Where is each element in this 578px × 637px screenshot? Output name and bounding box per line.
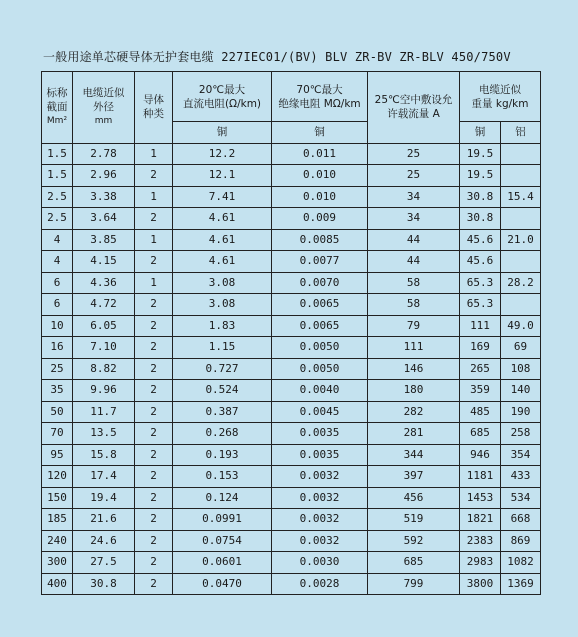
cell-weight-copper: 30.8 [460, 208, 501, 230]
cell-weight-copper: 65.3 [460, 294, 501, 316]
cell-current: 685 [368, 552, 460, 574]
cell-dc-resistance: 0.0601 [173, 552, 272, 574]
cell-weight-copper: 265 [460, 358, 501, 380]
cell-section: 150 [42, 487, 73, 509]
cell-current: 799 [368, 573, 460, 595]
cell-conductor-type: 2 [135, 251, 173, 273]
cell-diameter: 4.15 [73, 251, 135, 273]
cell-conductor-type: 2 [135, 509, 173, 531]
table-row [42, 315, 541, 337]
cell-diameter: 15.8 [73, 444, 135, 466]
header-diameter-line1: 电缆近似 [82, 87, 125, 100]
cell-weight-aluminum [501, 165, 541, 187]
cell-current: 592 [368, 530, 460, 552]
cell-conductor-type: 2 [135, 208, 173, 230]
cell-current: 25 [368, 165, 460, 187]
cell-current: 34 [368, 186, 460, 208]
cell-section: 2.5 [42, 186, 73, 208]
cell-weight-copper: 45.6 [460, 229, 501, 251]
cell-diameter: 3.64 [73, 208, 135, 230]
cell-section: 25 [42, 358, 73, 380]
cell-current: 79 [368, 315, 460, 337]
cell-dc-resistance: 4.61 [173, 251, 272, 273]
cell-weight-copper: 1453 [460, 487, 501, 509]
cell-weight-aluminum: 28.2 [501, 272, 541, 294]
cell-section: 120 [42, 466, 73, 488]
table-row [42, 337, 541, 359]
header-diameter-unit: mm [94, 116, 113, 127]
header-weight-aluminum: 铝 [501, 122, 541, 144]
header-ins-line1: 70℃最大 [296, 83, 343, 96]
cell-insulation-resistance: 0.0028 [272, 573, 368, 595]
table-row [42, 573, 541, 595]
cell-weight-aluminum: 140 [501, 380, 541, 402]
cell-diameter: 4.72 [73, 294, 135, 316]
cell-dc-resistance: 0.727 [173, 358, 272, 380]
header-section-line2: 截面 [46, 101, 68, 114]
cell-diameter: 24.6 [73, 530, 135, 552]
cell-section: 35 [42, 380, 73, 402]
cell-diameter: 17.4 [73, 466, 135, 488]
cell-section: 300 [42, 552, 73, 574]
header-weight-line2: 重量 kg/km [471, 97, 529, 110]
header-dc-line1: 20℃最大 [198, 83, 246, 96]
cell-current: 111 [368, 337, 460, 359]
table-row [42, 401, 541, 423]
cell-insulation-resistance: 0.0035 [272, 423, 368, 445]
cell-weight-copper: 2983 [460, 552, 501, 574]
cell-weight-copper: 946 [460, 444, 501, 466]
cell-weight-copper: 685 [460, 423, 501, 445]
header-section-unit: Mm² [46, 116, 68, 127]
cell-weight-aluminum: 354 [501, 444, 541, 466]
header-ins-copper: 铜 [272, 122, 368, 144]
cell-current: 25 [368, 143, 460, 165]
cell-conductor-type: 2 [135, 337, 173, 359]
cell-weight-copper: 359 [460, 380, 501, 402]
cell-weight-aluminum [501, 143, 541, 165]
table-row [42, 208, 541, 230]
cell-diameter: 4.36 [73, 272, 135, 294]
cell-insulation-resistance: 0.0032 [272, 530, 368, 552]
cell-dc-resistance: 4.61 [173, 229, 272, 251]
cell-section: 1.5 [42, 165, 73, 187]
cell-weight-aluminum [501, 251, 541, 273]
cell-section: 70 [42, 423, 73, 445]
cell-weight-aluminum: 668 [501, 509, 541, 531]
cell-conductor-type: 2 [135, 487, 173, 509]
header-dc-line2: 直流电阻(Ω/km) [182, 97, 262, 110]
table-row [42, 423, 541, 445]
header-diameter-line2: 外径 [93, 101, 114, 114]
cell-conductor-type: 2 [135, 358, 173, 380]
cell-section: 95 [42, 444, 73, 466]
table-row [42, 487, 541, 509]
cell-diameter: 21.6 [73, 509, 135, 531]
cell-insulation-resistance: 0.011 [272, 143, 368, 165]
cell-current: 282 [368, 401, 460, 423]
cell-diameter: 9.96 [73, 380, 135, 402]
cell-diameter: 2.96 [73, 165, 135, 187]
cell-insulation-resistance: 0.0065 [272, 294, 368, 316]
table-row [42, 552, 541, 574]
cell-diameter: 13.5 [73, 423, 135, 445]
cell-conductor-type: 2 [135, 552, 173, 574]
cell-section: 4 [42, 251, 73, 273]
header-current-capacity [368, 72, 460, 144]
cell-dc-resistance: 3.08 [173, 272, 272, 294]
table-row [42, 186, 541, 208]
header-weight [460, 72, 541, 122]
cell-current: 397 [368, 466, 460, 488]
cell-dc-resistance: 0.153 [173, 466, 272, 488]
cell-insulation-resistance: 0.0032 [272, 487, 368, 509]
cell-dc-resistance: 0.0991 [173, 509, 272, 531]
cell-weight-copper: 30.8 [460, 186, 501, 208]
header-diameter [73, 72, 135, 144]
cell-diameter: 30.8 [73, 573, 135, 595]
cell-weight-aluminum: 69 [501, 337, 541, 359]
cell-dc-resistance: 12.1 [173, 165, 272, 187]
header-weight-copper: 铜 [460, 122, 501, 144]
table-row [42, 143, 541, 165]
cell-conductor-type: 2 [135, 466, 173, 488]
cell-weight-aluminum: 258 [501, 423, 541, 445]
cell-weight-copper: 2383 [460, 530, 501, 552]
cell-diameter: 7.10 [73, 337, 135, 359]
header-section-line1: 标称 [46, 87, 68, 100]
cell-current: 44 [368, 229, 460, 251]
cell-current: 519 [368, 509, 460, 531]
table-row [42, 358, 541, 380]
cell-insulation-resistance: 0.010 [272, 186, 368, 208]
cell-weight-aluminum: 433 [501, 466, 541, 488]
cell-dc-resistance: 0.193 [173, 444, 272, 466]
cell-insulation-resistance: 0.0070 [272, 272, 368, 294]
header-current-line1: 25℃空中敷设允 [374, 94, 453, 107]
cell-weight-aluminum: 108 [501, 358, 541, 380]
table-row [42, 466, 541, 488]
cell-insulation-resistance: 0.0032 [272, 466, 368, 488]
cell-diameter: 11.7 [73, 401, 135, 423]
cell-dc-resistance: 1.15 [173, 337, 272, 359]
cell-weight-copper: 19.5 [460, 143, 501, 165]
cell-section: 16 [42, 337, 73, 359]
cell-current: 58 [368, 294, 460, 316]
cell-dc-resistance: 0.0470 [173, 573, 272, 595]
cell-weight-aluminum: 190 [501, 401, 541, 423]
cell-current: 146 [368, 358, 460, 380]
cell-current: 34 [368, 208, 460, 230]
page-title: 一般用途单芯硬导体无护套电缆 227IEC01/(BV) BLV ZR-BV ZR-BLV 450/750V [43, 50, 511, 64]
cell-current: 456 [368, 487, 460, 509]
cell-dc-resistance: 0.524 [173, 380, 272, 402]
cell-dc-resistance: 0.124 [173, 487, 272, 509]
cell-weight-copper: 111 [460, 315, 501, 337]
cell-weight-copper: 65.3 [460, 272, 501, 294]
cell-section: 6 [42, 294, 73, 316]
cell-section: 50 [42, 401, 73, 423]
cell-insulation-resistance: 0.0085 [272, 229, 368, 251]
header-weight-line1: 电缆近似 [479, 83, 521, 96]
cell-section: 1.5 [42, 143, 73, 165]
cell-insulation-resistance: 0.0045 [272, 401, 368, 423]
cell-weight-copper: 19.5 [460, 165, 501, 187]
table-row [42, 294, 541, 316]
table-row [42, 272, 541, 294]
cell-current: 180 [368, 380, 460, 402]
cell-insulation-resistance: 0.0032 [272, 509, 368, 531]
cell-weight-aluminum: 49.0 [501, 315, 541, 337]
cell-weight-copper: 45.6 [460, 251, 501, 273]
cell-weight-aluminum [501, 294, 541, 316]
cell-section: 185 [42, 509, 73, 531]
cell-weight-copper: 1821 [460, 509, 501, 531]
cell-conductor-type: 1 [135, 229, 173, 251]
header-ins-line2: 绝缘电阻 MΩ/km [278, 97, 361, 110]
table-row [42, 165, 541, 187]
cell-insulation-resistance: 0.0030 [272, 552, 368, 574]
header-dc-resistance [173, 72, 272, 122]
cell-insulation-resistance: 0.0077 [272, 251, 368, 273]
cell-diameter: 6.05 [73, 315, 135, 337]
cell-diameter: 3.38 [73, 186, 135, 208]
cell-dc-resistance: 0.0754 [173, 530, 272, 552]
cell-conductor-type: 2 [135, 380, 173, 402]
cell-section: 6 [42, 272, 73, 294]
cell-diameter: 3.85 [73, 229, 135, 251]
cell-weight-aluminum: 21.0 [501, 229, 541, 251]
header-conductor-type [135, 72, 173, 144]
cell-dc-resistance: 0.268 [173, 423, 272, 445]
cable-spec-table [41, 71, 541, 595]
table-row [42, 530, 541, 552]
cell-dc-resistance: 1.83 [173, 315, 272, 337]
cell-weight-aluminum: 534 [501, 487, 541, 509]
cell-dc-resistance: 0.387 [173, 401, 272, 423]
cell-weight-aluminum: 1082 [501, 552, 541, 574]
header-current-line2: 许载流量 A [387, 108, 440, 121]
cell-conductor-type: 1 [135, 143, 173, 165]
cell-weight-aluminum: 1369 [501, 573, 541, 595]
cell-section: 4 [42, 229, 73, 251]
cell-insulation-resistance: 0.010 [272, 165, 368, 187]
header-conductor-line2: 种类 [143, 108, 164, 121]
cell-weight-aluminum: 869 [501, 530, 541, 552]
cell-current: 344 [368, 444, 460, 466]
cell-conductor-type: 2 [135, 530, 173, 552]
header-section [42, 72, 73, 144]
cell-weight-aluminum [501, 208, 541, 230]
table-row [42, 380, 541, 402]
cell-weight-aluminum: 15.4 [501, 186, 541, 208]
cell-conductor-type: 1 [135, 272, 173, 294]
cell-diameter: 27.5 [73, 552, 135, 574]
table-row [42, 444, 541, 466]
cell-dc-resistance: 7.41 [173, 186, 272, 208]
cell-weight-copper: 169 [460, 337, 501, 359]
cell-dc-resistance: 4.61 [173, 208, 272, 230]
cell-section: 400 [42, 573, 73, 595]
cell-dc-resistance: 12.2 [173, 143, 272, 165]
cell-weight-copper: 3800 [460, 573, 501, 595]
cell-conductor-type: 2 [135, 423, 173, 445]
cell-insulation-resistance: 0.0050 [272, 337, 368, 359]
cell-conductor-type: 2 [135, 444, 173, 466]
cell-current: 281 [368, 423, 460, 445]
cell-section: 2.5 [42, 208, 73, 230]
cell-current: 58 [368, 272, 460, 294]
table-row [42, 251, 541, 273]
cell-weight-copper: 485 [460, 401, 501, 423]
cell-diameter: 2.78 [73, 143, 135, 165]
cell-insulation-resistance: 0.0050 [272, 358, 368, 380]
cell-dc-resistance: 3.08 [173, 294, 272, 316]
cell-section: 10 [42, 315, 73, 337]
cell-conductor-type: 2 [135, 401, 173, 423]
cell-insulation-resistance: 0.0035 [272, 444, 368, 466]
cell-current: 44 [368, 251, 460, 273]
table-row [42, 509, 541, 531]
cell-conductor-type: 2 [135, 315, 173, 337]
cell-insulation-resistance: 0.0040 [272, 380, 368, 402]
cell-conductor-type: 2 [135, 573, 173, 595]
cell-conductor-type: 2 [135, 165, 173, 187]
cell-insulation-resistance: 0.0065 [272, 315, 368, 337]
cell-conductor-type: 2 [135, 294, 173, 316]
cell-diameter: 8.82 [73, 358, 135, 380]
cell-conductor-type: 1 [135, 186, 173, 208]
cell-diameter: 19.4 [73, 487, 135, 509]
table-row [42, 229, 541, 251]
header-dc-copper: 铜 [173, 122, 272, 144]
cell-section: 240 [42, 530, 73, 552]
cell-insulation-resistance: 0.009 [272, 208, 368, 230]
header-insulation-resistance [272, 72, 368, 122]
header-conductor-line1: 导体 [143, 94, 164, 107]
cell-weight-copper: 1181 [460, 466, 501, 488]
